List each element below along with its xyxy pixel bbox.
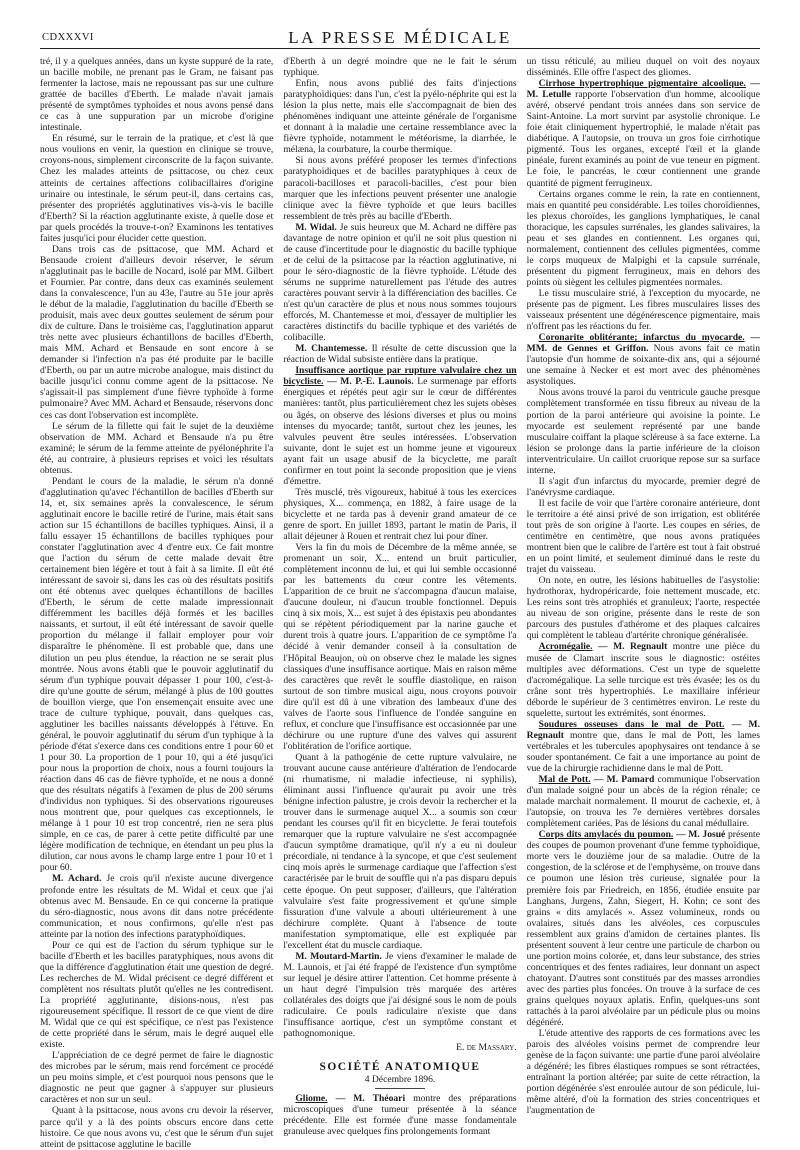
page-number: CDXXXVI [42, 32, 94, 43]
speaker-name: — M. Regnault [592, 641, 668, 653]
case-heading: Acromégalie. [538, 641, 593, 653]
column-3 [526, 56, 760, 1117]
speaker-name: — M. Josué [673, 829, 726, 841]
speaker-name: — M. Théoari [327, 1093, 406, 1105]
paragraph: Pour ce qui est de l'action du sérum typhique sur le bacille d'Eberth et les bacilles paratyphiques, nous avons dit que la différence d'agglutination était une question de degré. Les recherches de M. Widal précisent ce degré différent et complètent nos résultats plutôt qu'elles ne les contredisent. La propriété agglutinante, disions-nous, n'est pas rigoureusement spécifique. Il ressort de ce que vient de dire M. Widal que ce qui est spécifique, ce n'est pas l'existence de cette propriété dans le sérum, mais le degré auquel elle existe. [40, 939, 274, 1051]
paragraph: Dans trois cas de psittacose, que MM. Achard et Bensaude croient d'ailleurs devoir réserver, le sérum n'agglutinait pas le bacille de Nocard, isolé par MM. Gilbert et Fournier. Par contre, dans deux cas examinés seulement dans la convalescence, l'un au 43e, l'autre au 51e jour après le début de la maladie, l'agglutination du bacille d'Eberth se produisit, mais avec deux gouttes seulement de sérum pour dix de culture. Dans le troisième cas, l'agglutination apparut très nette avec plusieurs échantillons de bacilles d'Eberth, mais MM. Achard et Bensaude en sont encore à se demander si l'infection n'a pas été produite par le bacille d'Eberth, ou par un autre microbe analogue, mais distinct du bacille jusqu'ici connu comme agent de la psittacose. Ne s'agissait-il pas simplement d'une fièvre typhoïde à forme pulmonaire? Avec MM. Achard et Bensaude, réservons donc ces cas dont l'observation est incomplète. [40, 243, 274, 421]
paragraph: Pendant le cours de la maladie, le sérum n'a donné d'agglutination qu'avec l'échantillon de bacilles d'Eberth sur 14, et, six semaines après la convalescence, le sérum agglutinait encore le bacille retiré de l'urine, mais était sans action sur 15 échantillons de bacilles typhiques. Ainsi, il a fallu essayer 15 échantillons de bacilles typhiques pour constater l'agglutination avec 4 d'entre eux. Ce fait montre que l'action du sérum de cette malade devait être certainement bien légère et tout à fait à sa limite. Il eût été intéressant de savoir si, dans les cas où des résultats positifs ont été obtenus avec quelques échantillons de bacilles d'Eberth, le sérum de cette malade impressionnait différemment les bacilles déjà formés et les bacilles naissants, et surtout, il eût été intéressant de savoir quelle proportion du mélange il fallait employer pour voir disparaître le phénomène. Il est probable que, dans une dilution un peu plus étendue, la réaction ne se serait plus montrée. Nous avons établi que le pouvoir agglutinatif du sérum d'un typhique pouvait dépasser 1 pour 100, c'est-à-dire qu'une goutte de sérum, mélangé à plus de 100 gouttes de bouillon vierge, que l'on ensemençait ensuite avec une trace de culture typhique, pouvait, dans quelques cas, agglutiner les bacilles naissants développés à l'étuve. En général, le pouvoir agglutinatif du sérum d'un typhique à la période d'état s'exerce dans ces conditions entre 1 pour 60 et 1 pour 30. La proportion de 1 pour 10, qui a été jusqu'ici pour nous la proportion de choix, nous a fourni toujours la réaction dans 46 cas de fièvre typhoïde, et ne nous a donné que des résultats négatifs à l'examen de plus de 200 sérums d'individus non typhiques. Si des observations rigoureuses nous montrent que, pour quelques cas exceptionnels, le mélange à 1 pour 10 est trop concentré, rien ne sera plus simple, en ce cas, de parer à cette petite difficulté par une légère modification de technique, en étendant un peu plus la dilution, car nous avons le champ large entre 1 pour 10 et 1 pour 60. [40, 475, 274, 874]
section-date: 4 Décembre 1896. [364, 1074, 436, 1086]
paragraph-text: Je suis heureux que M. Achard ne diffère pas davantage de notre opinion et qu'il ne soit plus question ni de cause d'incertitude pour le diagnostic du bacille typhique et de celui de la psittacose par la réaction agglutinative, ni pour le séro-diagnostic de la fièvre typhoïde. L'étude des sérums ne supprime naturellement pas l'étude des autres caractères pouvant servir à la différenciation des bacilles. Ce n'est qu'un caractère de plus et nous nous sommes toujours efforcés, M. Chantemesse et moi, d'essayer de multiplier les caractères distinctifs du bacille typhique et des variétés de colibacille. [283, 221, 517, 344]
paragraph: Vers la fin du mois de Décembre de la même année, se promenant un soir, X... entend un bruit particulier, complètement inconnu de lui, et qui lui semble occasionné par les battements du cœur contre les vêtements. L'apparition de ce bruit ne s'accompagna d'aucun malaise, d'aucune douleur, ni d'aucun trouble fonctionnel. Depuis cinq à six mois, X... est sujet à des épistaxis peu abondantes qui se répètent périodiquement par la narine gauche et durent trois à quatre jours. L'apparition de ce symptôme l'a décidé à venir demander conseil à la consultation de l'Hôpital Beaujon, où on observe chez le malade les signes classiques d'une insuffisance aortique. Mais en raison même des caractères que revêt le souffle diastolique, en raison surtout de son timbre musical aigu, nous croyons pouvoir dire qu'il est dû à une vibration des lambeaux d'une des valves de l'aorte sous l'influence de l'ondée sanguine en reflux, et conclure que l'insuffisance est occasionnée par une déchirure ou une rupture d'une des valves qui assurent l'oblitération de l'orifice aortique. [283, 542, 517, 752]
paragraph-text: rapporte l'observation d'un homme, alcoolique avéré, observé pendant trois années dans son service de Saint-Antoine. La mort survint par asystolie chronique. Le foie était cliniquement hypertrophié, le malade n'était pas diabétique. A l'autopsie, on trouva un gros foie cirrhotique pigmenté. Tous les organes, excepté l'œil et la glande pinéale, furent examinés au point de vue teneur en pigment. Le foie, le pancréas, le cœur contiennent une grande quantité de pigment ferrugineux. [526, 89, 760, 189]
paragraph: Il est facile de voir que l'artère coronaire antérieure, dont le territoire a été ainsi privé de son irrigation, est oblitérée tout près de son origine à l'aorte. Les coupes en séries, de centimètre en centimètre, que nous avons pratiquées montrent bien que le calibre de l'artère est tout à fait obstrué en un point limité, et seulement diminué dans le reste du trajet du vaisseau. [526, 497, 760, 576]
speaker-name: M. Achard. [52, 873, 102, 885]
paragraph-text: montre que, dans le mal de Pott, les lames vertébrales et les tubercules apophysaires ont tendance à se souder spontanément. Ce fait a une importance au point de vue de la chirurgie rachidienne dans le mal de Pott. [526, 729, 760, 774]
case-heading: Gliome. [295, 1093, 328, 1105]
paragraph-text: Le surmenage par efforts énergiques et répétés peut agir sur le cœur de différentes manières: tantôt, plus particulièrement chez les sujets obèses ou âgés, on observe des lésions diverses et plus ou moins intenses du myocarde; tantôt, surtout chez les jeunes, les valvules peuvent être seules intéressées. L'observation suivante, dont le sujet est un homme jeune et vigoureux ayant fait un usage abusif de la bicyclette, me paraît confirmer en tout point la seconde proposition que je viens d'émettre. [283, 376, 517, 487]
paragraph: Il s'agit d'un infarctus du myocarde, premier degré de l'anévrysme cardiaque. [526, 475, 760, 498]
speaker-name: — M. P.-E. Launois. [323, 376, 414, 388]
paragraph-text: Il résulte de cette discussion que la réaction de Widal subsiste entière dans la pratique. [283, 343, 517, 366]
paragraph [40, 873, 273, 939]
paragraph: Quant à la pathogénie de cette rupture valvulaire, ne trouvant aucune cause antérieure d'altération de l'endocarde (ni rhumatisme, ni maladie infectieuse, ni syphilis), éliminant aussi l'influence qu'aurait pu avoir une très bénigne infection palustre, je crois devoir la rechercher et la trouver dans le surmenage auquel X... a soumis son cœur pendant les courses qu'il fit en bicyclette. Je ferai toutefois remarquer que la rupture valvulaire ne s'est accompagnée d'aucun symptôme dramatique, qu'il n'y a eu ni douleur précordiale, ni tendance à la syncope, et que c'est seulement cinq mois après le surmenage cardiaque que l'affection s'est caractérisée par le bruit de souffle qui n'a pas disparu depuis cette époque. On peut supposer, d'ailleurs, que l'altération valvulaire s'est faite progressivement et qu'une simple fissuration d'une valvule a abouti ultérieurement à une déchirure complète. Quant à l'absence de toute manifestation symptomatique, elle est expliquée par l'excellent état du muscle cardiaque. [283, 751, 517, 951]
paragraph [283, 343, 516, 365]
article-columns [40, 56, 760, 1150]
paragraph [283, 365, 516, 487]
speaker-name: M. Chantemesse. [295, 343, 368, 355]
paragraph-text: communique l'observation d'un malade soigné pour un abcès de la région rénale; ce malade marchait normalement. Il mourut de cachexie, et, à l'autopsie, on trouva les 7e dernières vertèbres dorsales complètement cariées. Pas de lésions du canal médullaire. [526, 774, 760, 830]
paragraph [527, 719, 760, 774]
paragraph: Le sérum de la fillette qui fait le sujet de la deuxième observation de MM. Achard et Bensaude n'a pu être examiné; le sérum de la femme atteinte de pyélonéphrite l'a été, au contraire, à plusieurs reprises et voici les résultats obtenus. [40, 420, 274, 476]
speaker-name: — M. Pamard [590, 774, 655, 786]
case-heading: Corps dits amylacés du poumon. [538, 829, 674, 841]
paragraph [283, 222, 516, 344]
case-heading: Soudures osseuses dans le mal de Pott. [538, 718, 725, 730]
section-divider [375, 1088, 425, 1089]
paragraph: tré, il y a quelques années, dans un kyste suppuré de la rate, un bacille mobile, ne prenant pas le Gram, ne faisant pas fermenter la lactose, mais ne repoussant pas sur une culture grattée de bacilles d'Eberth. Le malade n'avait jamais présenté de symptômes typhoïdes et nous avons pensé dans ce cas à une suppuration par un microbe d'origine intestinale. [40, 56, 274, 134]
paragraph [527, 332, 760, 387]
paragraph: Si nous avons préféré proposer les termes d'infections paratyphoïdiques et de bacilles paratyphiques à ceux de paracoli-bacilloses et paracoli-bacilles, c'est pour bien marquer que les infections peuvent présenter une analogie clinique avec la fièvre typhoïde et que leurs bacilles ressemblent de très près au bacille d'Eberth. [283, 155, 517, 222]
speaker-name: M. Widal. [295, 221, 337, 233]
paragraph: d'Eberth à un degré moindre que ne le fait le sérum typhique. [283, 56, 517, 79]
journal-title: LA PRESSE MÉDICALE [288, 28, 512, 47]
paragraph: On note, en outre, les lésions habituelles de l'asystolie: hydrothorax, hydropéricarde, foie nettement muscade, etc. Les reins sont très atrophiés et granuleux; l'aorte, respectée au niveau de son origine, présente dans le reste de son parcours des pustules d'athérome et des plaques calcaires qui complètent le tableau d'artérite chronique généralisée. [526, 575, 760, 642]
speaker-name: — MM. de Gennes et Griffon. [526, 332, 760, 355]
case-heading: Insuffisance aortique par rupture valvulaire chez un bicycliste. [283, 365, 517, 388]
paragraph [283, 951, 516, 1039]
paragraph [527, 774, 760, 829]
case-heading: Coronarite oblitérante; infarctus du myocarde. [538, 332, 745, 344]
speaker-name: — M. Letulle [526, 78, 760, 101]
paragraph-text: montre des préparations microscopiques d'une tumeur présentée à la séance précédente. Elle est formée d'une masse fondamentale granuleuse avec quelques fins prolongements formant [283, 1093, 517, 1138]
column-1 [40, 56, 274, 1150]
column-2 [283, 56, 517, 1138]
paragraph: L'étude attentive des rapports de ces formations avec les parois des alvéoles voisins permet de comprendre leur genèse de la façon suivante: une partie d'une paroi alvéolaire a dégénéré; les fibres élastiques rompues se sont rétractées, entraînant la portion altérée; par suite de cette rétraction, la portion dégénérée s'est enroulée autour de son pédicule, lui-même altéré, d'où la formation des stries concentriques et l'augmentation de [526, 1028, 760, 1117]
paragraph: Quant à la psittacose, nous avons cru devoir la réserver, parce qu'il y a là des points obscurs encore dans cette histoire. Ce que nous avons vu, c'est que le sérum d'un sujet atteint de psittacose agglutine le bacille [40, 1105, 274, 1150]
paragraph-text: présente des coupes de poumon provenant d'une femme typhoïdique, morte vers le douzième jour de sa maladie. Outre de la congestion, de la sclérose et de l'emphysème, on trouve dans ce poumon une lésion très curieuse, signalée pour la première fois par Friedreich, en 1856, étudiée ensuite par Langhans, Jurgens, Zahn, Siegert, H. Kohn; ce sont des grains « dits amylacés ». Assez volumineux, ronds ou ovalaires, situés dans les alvéoles, ces corpuscules ressemblent aux grains d'amidon de certaines plantes. Ils présentent souvent à leur centre une particule de charbon ou une portion moins colorée, et, dans leur substance, des stries concentriques et des fentes radiaires, leur donnant un aspect chatoyant. D'autres sont constitués par des masses arrondies avec des parties plus foncées. On trouve à la surface de ces grains quelques noyaux aplatis. Enfin, quelques-uns sont rattachés à la paroi alvéolaire par un pédicule plus ou moins dégénéré. [526, 829, 760, 1029]
case-heading: Mal de Pott. [538, 774, 591, 786]
header-rule [40, 48, 760, 49]
paragraph-text: Je crois qu'il n'existe aucune divergence profonde entre les résultats de M. Widal et ceux que j'ai obtenus avec M. Bensaude. En ce qui concerne la pratique du séro-diagnostic, nous avons dit dans notre précédente communication, et nous confirmons, qu'elle n'est pas atteinte par la notion des infections paratyphoïdiques. [40, 873, 274, 940]
paragraph: En résumé, sur le terrain de la pratique, et c'est là que nous voulions en venir, la question en clinique se trouve, croyons-nous, simplement circonscrite de la façon suivante. Chez les malades atteints de psittacose, ou chez ceux atteints de certaines affections colibacillaires d'origine urinaire ou intestinale, le sérum peut-il, dans certains cas, présenter des propriétés agglutinatives vis-à-vis le bacille d'Eberth? Si la réaction agglutinante existe, à quelle dose et par quels procédés la trouve-t-on? Examinons les tentatives faites jusqu'ici pour élucider cette question. [40, 133, 274, 244]
paragraph: Très musclé, très vigoureux, habitué à tous les exercices physiques, X... commença, en 1882, à faire usage de la bicyclette et ne tarda pas à devenir grand amateur de ce genre de sport. En juillet 1893, partant le matin de Paris, il allait déjeuner à Rouen et rentrait chez lui pour dîner. [283, 486, 517, 543]
paragraph: Enfin, nous avons publié des faits d'injections paratyphoïdiques: dans l'un, c'est la pyélo-néphrite qui est la lésion la plus nette, mais elle s'accompagnait de bien des phénomènes indiquant une atteinte générale de l'organisme et donnant à la maladie une certaine ressemblance avec la fièvre typhoïde, notamment le météorisme, la diarrhée, le mélæna, la courbature, la courbe thermique. [283, 78, 517, 156]
paragraph: L'appréciation de ce degré permet de faire le diagnostic des microbes par le sérum, mais rend forcément ce procédé un peu moins simple, et c'est pourquoi nous pensons que le diagnostic ne peut que gagner à s'appuyer sur plusieurs caractères et non sur un seul. [40, 1050, 274, 1106]
section-title: SOCIÉTÉ ANATOMIQUE [319, 1061, 481, 1074]
author-signature: E. de Massary. [456, 1042, 517, 1054]
paragraph [283, 1093, 516, 1137]
paragraph: un tissu réticulé, au milieu duquel on voit des noyaux disséminés. Elle offre l'aspect des gliomes. [526, 56, 760, 79]
case-heading: Cirrhose hypertrophique pigmentaire alcoolique. [538, 78, 746, 90]
paragraph [527, 641, 760, 718]
paragraph [527, 78, 760, 188]
page-header [40, 28, 760, 50]
speaker-name: — M. Regnault [526, 718, 760, 741]
paragraph: Nous avons trouvé la paroi du ventricule gauche presque complètement transformée en tissu fibreux au niveau de la portion de la paroi antérieure qui avoisine la pointe. Le myocarde est seulement représenté par une bande musculaire coiffant la plaque scléreuse à sa face externe. La lésion se prolonge dans la partie inférieure de la cloison interventriculaire. Un caillot cruorique repose sur sa surface interne. [526, 387, 760, 476]
paragraph-text: montre une pièce du musée de Clamart inscrite sous le diagnostic: ostéites multiples avec déformations. C'est un type de squelette d'acromégalique. La selle turcique est très évasée; les os du crâne sont très hypertrophiés. Le maxillaire inférieur déborde le supérieur de 3 centimètres environ. Le reste du squelette, surtout les extrémités, sont énormes. [526, 641, 760, 719]
speaker-name: M. Moutard-Martin. [295, 950, 382, 962]
paragraph: Certains organes comme le rein, la rate en contiennent, mais en quantité peu considérable. Les toiles choroïdiennes, les plexus choroïdes, les ganglions lymphatiques, le canal thoracique, les capsules surrénales, les glandes salivaires, la peau et ses glandes en contiennent. Les organes qui, normalement, contiennent des cellules pigmentées, comme le corps muqueux de Malpighi et la capsule surrénale, présentent du pigment ferrugineux, mais en dehors des points où siègent les cellules pigmentées normales. [526, 188, 760, 288]
paragraph [527, 829, 760, 1028]
paragraph: Le tissu musculaire strié, à l'exception du myocarde, ne présente pas de pigment. Les fibres musculaires lisses des vaisseaux présentent une dégénérescence pigmentaire, mais n'offrent pas les réactions du fer. [526, 287, 760, 333]
paragraph-text: Je viens d'examiner le malade de M. Launois, et j'ai été frappé de l'existence d'un symptôme sur lequel je désire attirer l'attention. Cet homme présente à un haut degré l'impulsion très marquée des artères collatérales des doigts que j'ai désigné sous le nom de pouls radiculaire. Ce pouls radiculaire n'existe que dans l'insuffisance aortique, c'est un symptôme constant et pathognomonique. [283, 950, 517, 1040]
paragraph-text: Nous avons fait ce matin l'autopsie d'un homme de soixante-dix ans, qui a séjourné une semaine à Necker et est mort avec des phénomènes asystoliques. [526, 343, 760, 388]
